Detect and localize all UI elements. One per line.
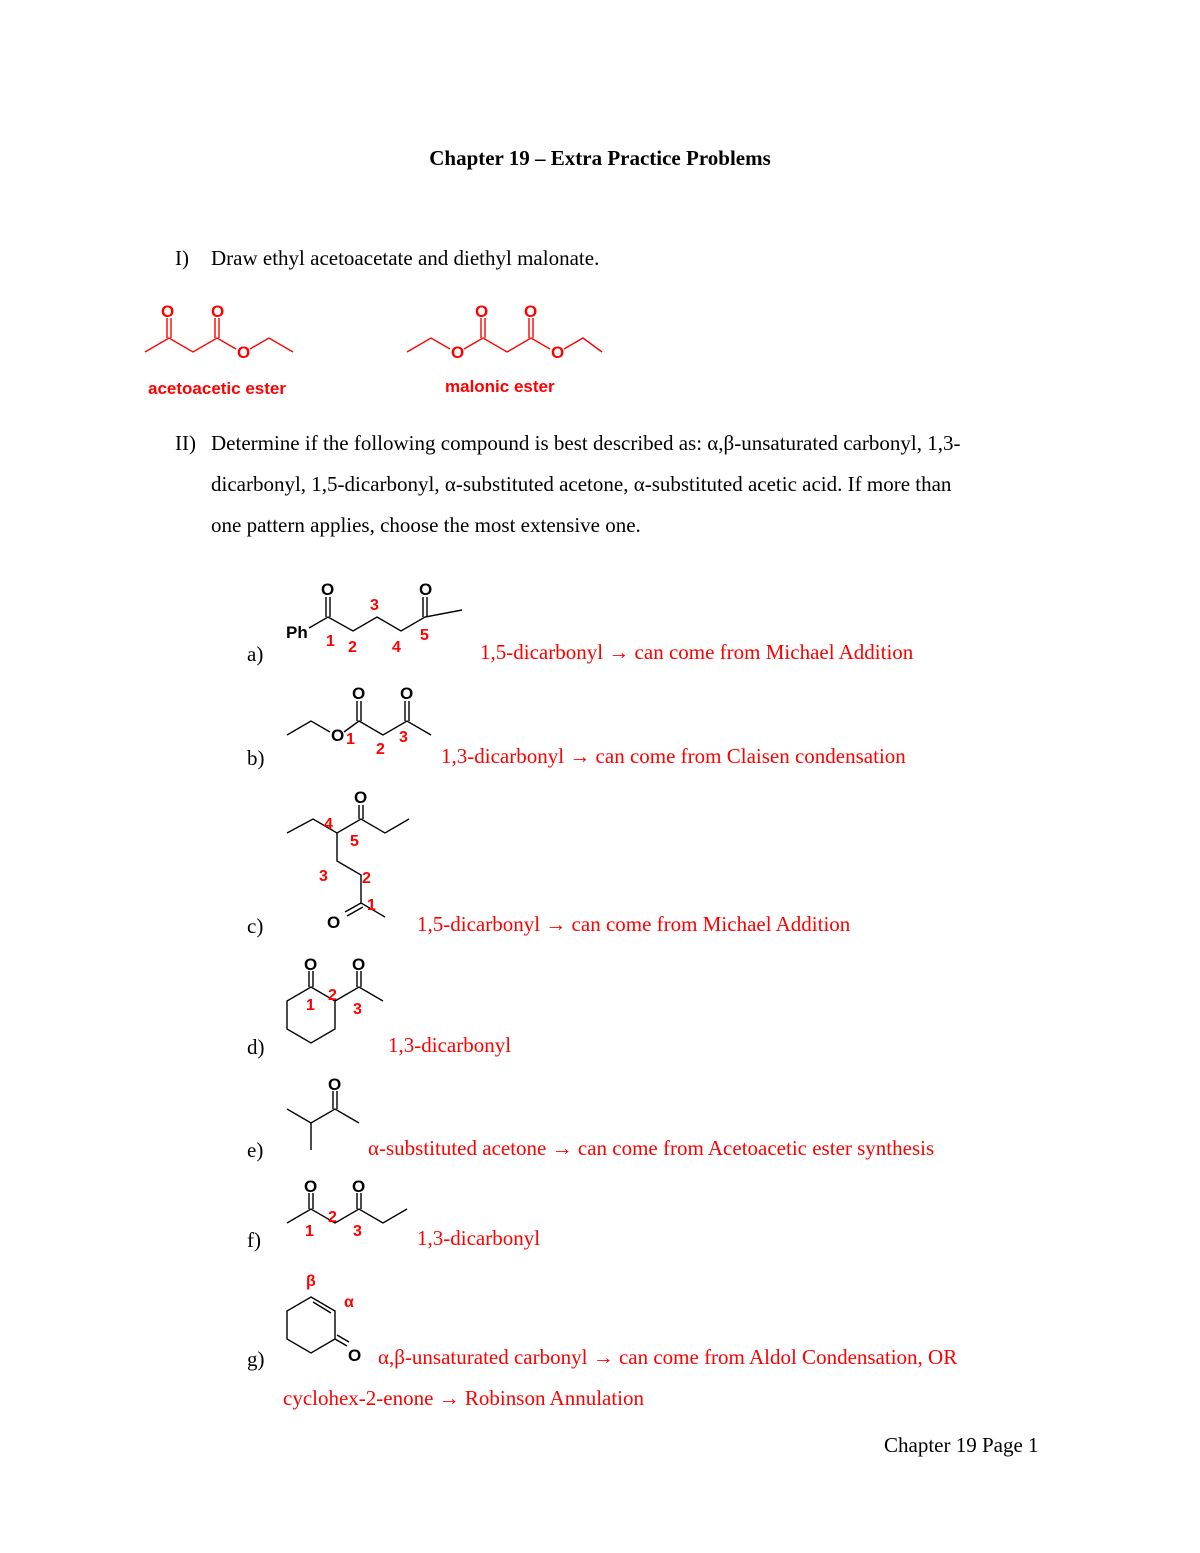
item-label-c: c) xyxy=(247,914,264,938)
item-answer-c: 1,5-dicarbonyl → can come from Michael Addition xyxy=(417,912,851,936)
section-1-number: I) xyxy=(175,246,189,270)
item-label-b: b) xyxy=(247,746,265,770)
atom-o: O xyxy=(400,684,414,703)
carbon-number: 1 xyxy=(306,997,315,1014)
carbon-number: 2 xyxy=(376,741,385,758)
carbon-number: 2 xyxy=(328,987,337,1004)
atom-o: O xyxy=(551,343,565,362)
atom-o: O xyxy=(321,580,335,599)
atom-o: O xyxy=(211,302,225,321)
atom-o: O xyxy=(331,726,345,745)
item-label-a: a) xyxy=(247,642,264,666)
atom-o: O xyxy=(475,302,489,321)
item-answer-d: 1,3-dicarbonyl xyxy=(388,1033,512,1057)
item-answer-b: 1,3-dicarbonyl → can come from Claisen condensation xyxy=(441,744,906,768)
item-answer-a: 1,5-dicarbonyl → can come from Michael Addition xyxy=(480,640,914,664)
atom-o: O xyxy=(352,955,366,974)
atom-ph: Ph xyxy=(286,623,308,642)
structure-g xyxy=(287,1273,361,1365)
alpha-label: α xyxy=(344,1294,354,1311)
atom-o: O xyxy=(451,343,465,362)
atom-o: O xyxy=(354,788,368,807)
section-2-line-2: dicarbonyl, 1,5-dicarbonyl, α-substituted acetone, α-substituted acetic acid. If more than xyxy=(211,472,952,496)
carbon-number: 2 xyxy=(328,1209,337,1226)
carbon-number: 4 xyxy=(324,816,333,833)
carbon-number: 1 xyxy=(346,731,355,748)
item-label-d: d) xyxy=(247,1035,265,1059)
item-answer-f: 1,3-dicarbonyl xyxy=(417,1226,541,1250)
atom-o: O xyxy=(161,302,175,321)
structure-f xyxy=(287,1177,407,1240)
item-label-e: e) xyxy=(247,1138,264,1162)
beta-label: β xyxy=(306,1273,316,1290)
carbon-number: 1 xyxy=(305,1223,314,1240)
structure-e xyxy=(287,1075,359,1150)
atom-o: O xyxy=(352,684,366,703)
carbon-number: 3 xyxy=(353,1001,362,1018)
structure-c xyxy=(287,788,409,932)
structure-a xyxy=(286,580,462,656)
carbon-number: 3 xyxy=(370,597,379,614)
carbon-number: 3 xyxy=(319,868,328,885)
atom-o: O xyxy=(327,913,341,932)
page-title: Chapter 19 – Extra Practice Problems xyxy=(429,146,771,170)
carbon-number: 1 xyxy=(326,633,335,650)
item-answer-g-continued: cyclohex-2-enone → Robinson Annulation xyxy=(283,1386,645,1410)
carbon-number: 2 xyxy=(348,639,357,656)
page-footer: Chapter 19 Page 1 xyxy=(884,1433,1039,1457)
item-answer-e: α-substituted acetone → can come from Acetoacetic ester synthesis xyxy=(368,1136,935,1160)
item-label-g: g) xyxy=(247,1347,265,1371)
atom-o: O xyxy=(304,955,318,974)
section-2-line-3: one pattern applies, choose the most extensive one. xyxy=(211,513,641,537)
atom-o: O xyxy=(328,1075,342,1094)
section-1-text: Draw ethyl acetoacetate and diethyl malonate. xyxy=(211,246,600,270)
carbon-number: 5 xyxy=(420,627,429,644)
carbon-number: 5 xyxy=(350,833,359,850)
carbon-number: 4 xyxy=(392,639,401,656)
malonic-ester-caption: malonic ester xyxy=(445,377,555,396)
acetoacetic-ester-drawing xyxy=(145,302,293,398)
structure-d xyxy=(287,955,383,1043)
atom-o: O xyxy=(304,1177,318,1196)
item-label-f: f) xyxy=(247,1228,261,1252)
section-2-line-1: Determine if the following compound is best described as: α,β-unsaturated carbonyl, 1,3- xyxy=(211,431,961,455)
structure-b xyxy=(287,684,431,758)
carbon-number: 2 xyxy=(362,870,371,887)
section-2-number: II) xyxy=(175,431,196,455)
malonic-ester-drawing xyxy=(407,302,602,396)
atom-o: O xyxy=(348,1346,362,1365)
atom-o: O xyxy=(524,302,538,321)
carbon-number: 3 xyxy=(399,729,408,746)
item-answer-g: α,β-unsaturated carbonyl → can come from Aldol Condensation, OR xyxy=(378,1345,958,1369)
atom-o: O xyxy=(419,580,433,599)
atom-o: O xyxy=(237,343,251,362)
carbon-number: 3 xyxy=(353,1223,362,1240)
acetoacetic-ester-caption: acetoacetic ester xyxy=(148,379,286,398)
carbon-number: 1 xyxy=(367,897,376,914)
atom-o: O xyxy=(352,1177,366,1196)
